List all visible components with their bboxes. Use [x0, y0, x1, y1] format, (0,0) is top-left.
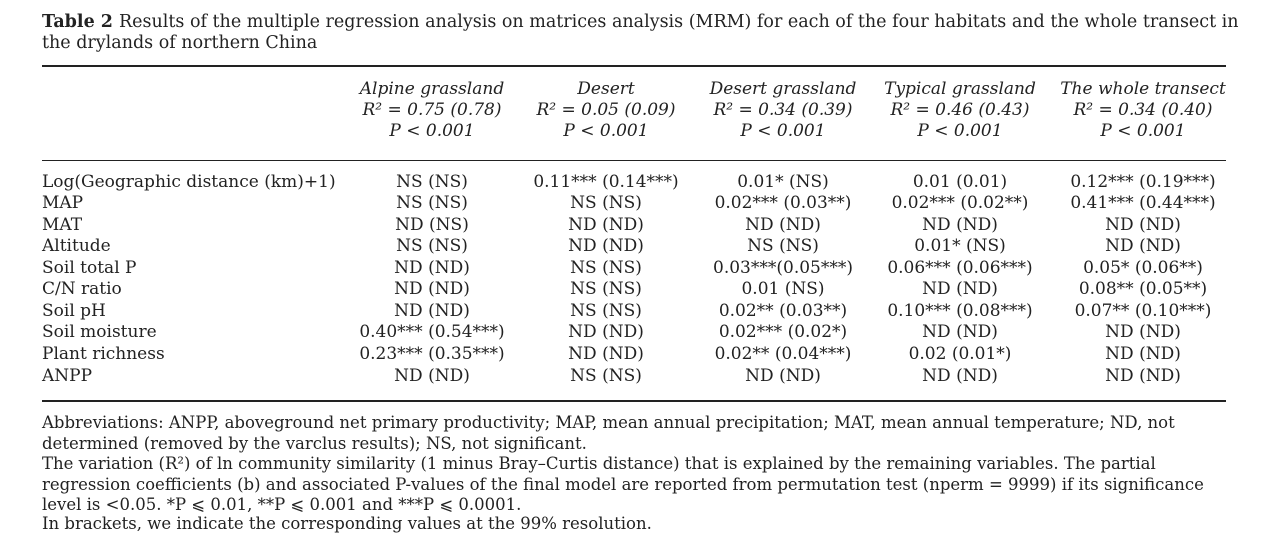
table-cell: 0.02*** (0.02*)	[718, 322, 848, 342]
table-cell: ND (ND)	[1105, 344, 1181, 364]
table-cell: ND (ND)	[922, 215, 998, 235]
table-cell: 0.06*** (0.06***)	[887, 258, 1033, 278]
footnote-abbreviations: Abbreviations: ANPP, aboveground net primary productivity; MAP, mean annual precipitation; MAT, mean annual temperature; ND, not determined (removed by the varclus results); NS, not significant.	[42, 413, 1175, 453]
table-cell: NS (NS)	[396, 172, 468, 192]
table-cell: 0.03***(0.05***)	[713, 258, 853, 278]
column-p: P < 0.001	[740, 121, 826, 141]
table-cell: ND (ND)	[1105, 366, 1181, 386]
row-label: MAP	[42, 193, 84, 213]
footnote-variation: The variation (R²) of ln community similarity (1 minus Bray–Curtis distance) that is explained by the remaining variables. The partial regression coefficients (b) and associated P-values of the final model are reported from permutation test (nperm = 9999) if its significance level is <0.05. *P ⩽ 0.01, **P ⩽ 0.001 and ***P ⩽ 0.0001.	[42, 454, 1204, 514]
header-rule	[42, 160, 1226, 161]
column-r2: R² = 0.75 (0.78)	[362, 100, 502, 120]
row-label: MAT	[42, 215, 83, 235]
table-cell: NS (NS)	[747, 236, 819, 256]
table-cell: NS (NS)	[570, 258, 642, 278]
column-name: The whole transect	[1060, 79, 1226, 99]
row-label: Soil total P	[42, 258, 137, 278]
top-rule	[42, 65, 1226, 67]
table-cell: 0.01* (NS)	[914, 236, 1006, 256]
row-label: ANPP	[42, 366, 93, 386]
table-caption	[42, 12, 1242, 54]
table-cell: ND (ND)	[394, 258, 470, 278]
column-name: Desert	[577, 79, 635, 99]
table-cell: ND (NS)	[395, 215, 469, 235]
table-cell: 0.08** (0.05**)	[1078, 279, 1208, 299]
table-cell: NS (NS)	[570, 279, 642, 299]
column-p: P < 0.001	[563, 121, 649, 141]
column-header-desert	[511, 79, 701, 142]
column-header-typical-grassland	[865, 79, 1055, 142]
column-p: P < 0.001	[1100, 121, 1186, 141]
table-cell: 0.11*** (0.14***)	[533, 172, 679, 192]
table-cell: 0.02 (0.01*)	[908, 344, 1012, 364]
column-header-alpine-grassland	[337, 79, 527, 142]
table-cell: 0.02*** (0.03**)	[714, 193, 852, 213]
table-cell: 0.01 (0.01)	[912, 172, 1008, 192]
table-cell: 0.01 (NS)	[741, 279, 825, 299]
row-label: Soil pH	[42, 301, 106, 321]
table-cell: ND (ND)	[922, 322, 998, 342]
footnote-brackets: In brackets, we indicate the corresponding values at the 99% resolution.	[42, 514, 652, 533]
table-cell: ND (ND)	[568, 344, 644, 364]
column-r2: R² = 0.34 (0.40)	[1073, 100, 1213, 120]
row-label: C/N ratio	[42, 279, 122, 299]
table-cell: ND (ND)	[394, 366, 470, 386]
table-cell: 0.12*** (0.19***)	[1070, 172, 1216, 192]
column-name: Typical grassland	[884, 79, 1036, 99]
table-cell: ND (ND)	[922, 366, 998, 386]
table-cell: NS (NS)	[570, 301, 642, 321]
row-label: Log(Geographic distance (km)+1)	[42, 172, 336, 192]
table-cell: NS (NS)	[396, 193, 468, 213]
table-cell: 0.10*** (0.08***)	[887, 301, 1033, 321]
table-cell: 0.41*** (0.44***)	[1070, 193, 1216, 213]
table-cell: ND (ND)	[568, 322, 644, 342]
column-r2: R² = 0.46 (0.43)	[890, 100, 1030, 120]
table-cell: NS (NS)	[570, 193, 642, 213]
table-cell: 0.02** (0.03**)	[718, 301, 848, 321]
table-cell: 0.02*** (0.02**)	[891, 193, 1029, 213]
table-cell: ND (ND)	[1105, 236, 1181, 256]
row-label: Plant richness	[42, 344, 165, 364]
table-cell: 0.05* (0.06**)	[1083, 258, 1203, 278]
table-cell: ND (ND)	[922, 279, 998, 299]
column-r2: R² = 0.05 (0.09)	[536, 100, 676, 120]
table-cell: 0.01* (NS)	[737, 172, 829, 192]
table-cell: ND (ND)	[394, 279, 470, 299]
table-cell: 0.02** (0.04***)	[714, 344, 852, 364]
table-cell: ND (ND)	[1105, 322, 1181, 342]
column-header-whole-transect	[1048, 79, 1238, 142]
table-cell: 0.07** (0.10***)	[1074, 301, 1212, 321]
column-r2: R² = 0.34 (0.39)	[713, 100, 853, 120]
table-cell: ND (ND)	[745, 366, 821, 386]
column-name: Alpine grassland	[359, 79, 505, 99]
column-name: Desert grassland	[709, 79, 857, 99]
bottom-rule	[42, 400, 1226, 402]
table-cell: NS (NS)	[396, 236, 468, 256]
table-cell: ND (ND)	[1105, 215, 1181, 235]
table-cell: ND (ND)	[568, 236, 644, 256]
table-cell: 0.23*** (0.35***)	[359, 344, 505, 364]
table-cell: ND (ND)	[394, 301, 470, 321]
table-cell: ND (ND)	[568, 215, 644, 235]
table-cell: ND (ND)	[745, 215, 821, 235]
table-cell: NS (NS)	[570, 366, 642, 386]
table-cell: 0.40*** (0.54***)	[359, 322, 505, 342]
column-header-desert-grassland	[688, 79, 878, 142]
table-label: Table 2	[42, 12, 113, 32]
row-label: Altitude	[42, 236, 111, 256]
row-label: Soil moisture	[42, 322, 157, 342]
table-title: Results of the multiple regression analysis on matrices analysis (MRM) for each of the four habitats and the whole transect in the drylands of northern China	[42, 12, 1239, 53]
column-p: P < 0.001	[917, 121, 1003, 141]
column-p: P < 0.001	[389, 121, 475, 141]
